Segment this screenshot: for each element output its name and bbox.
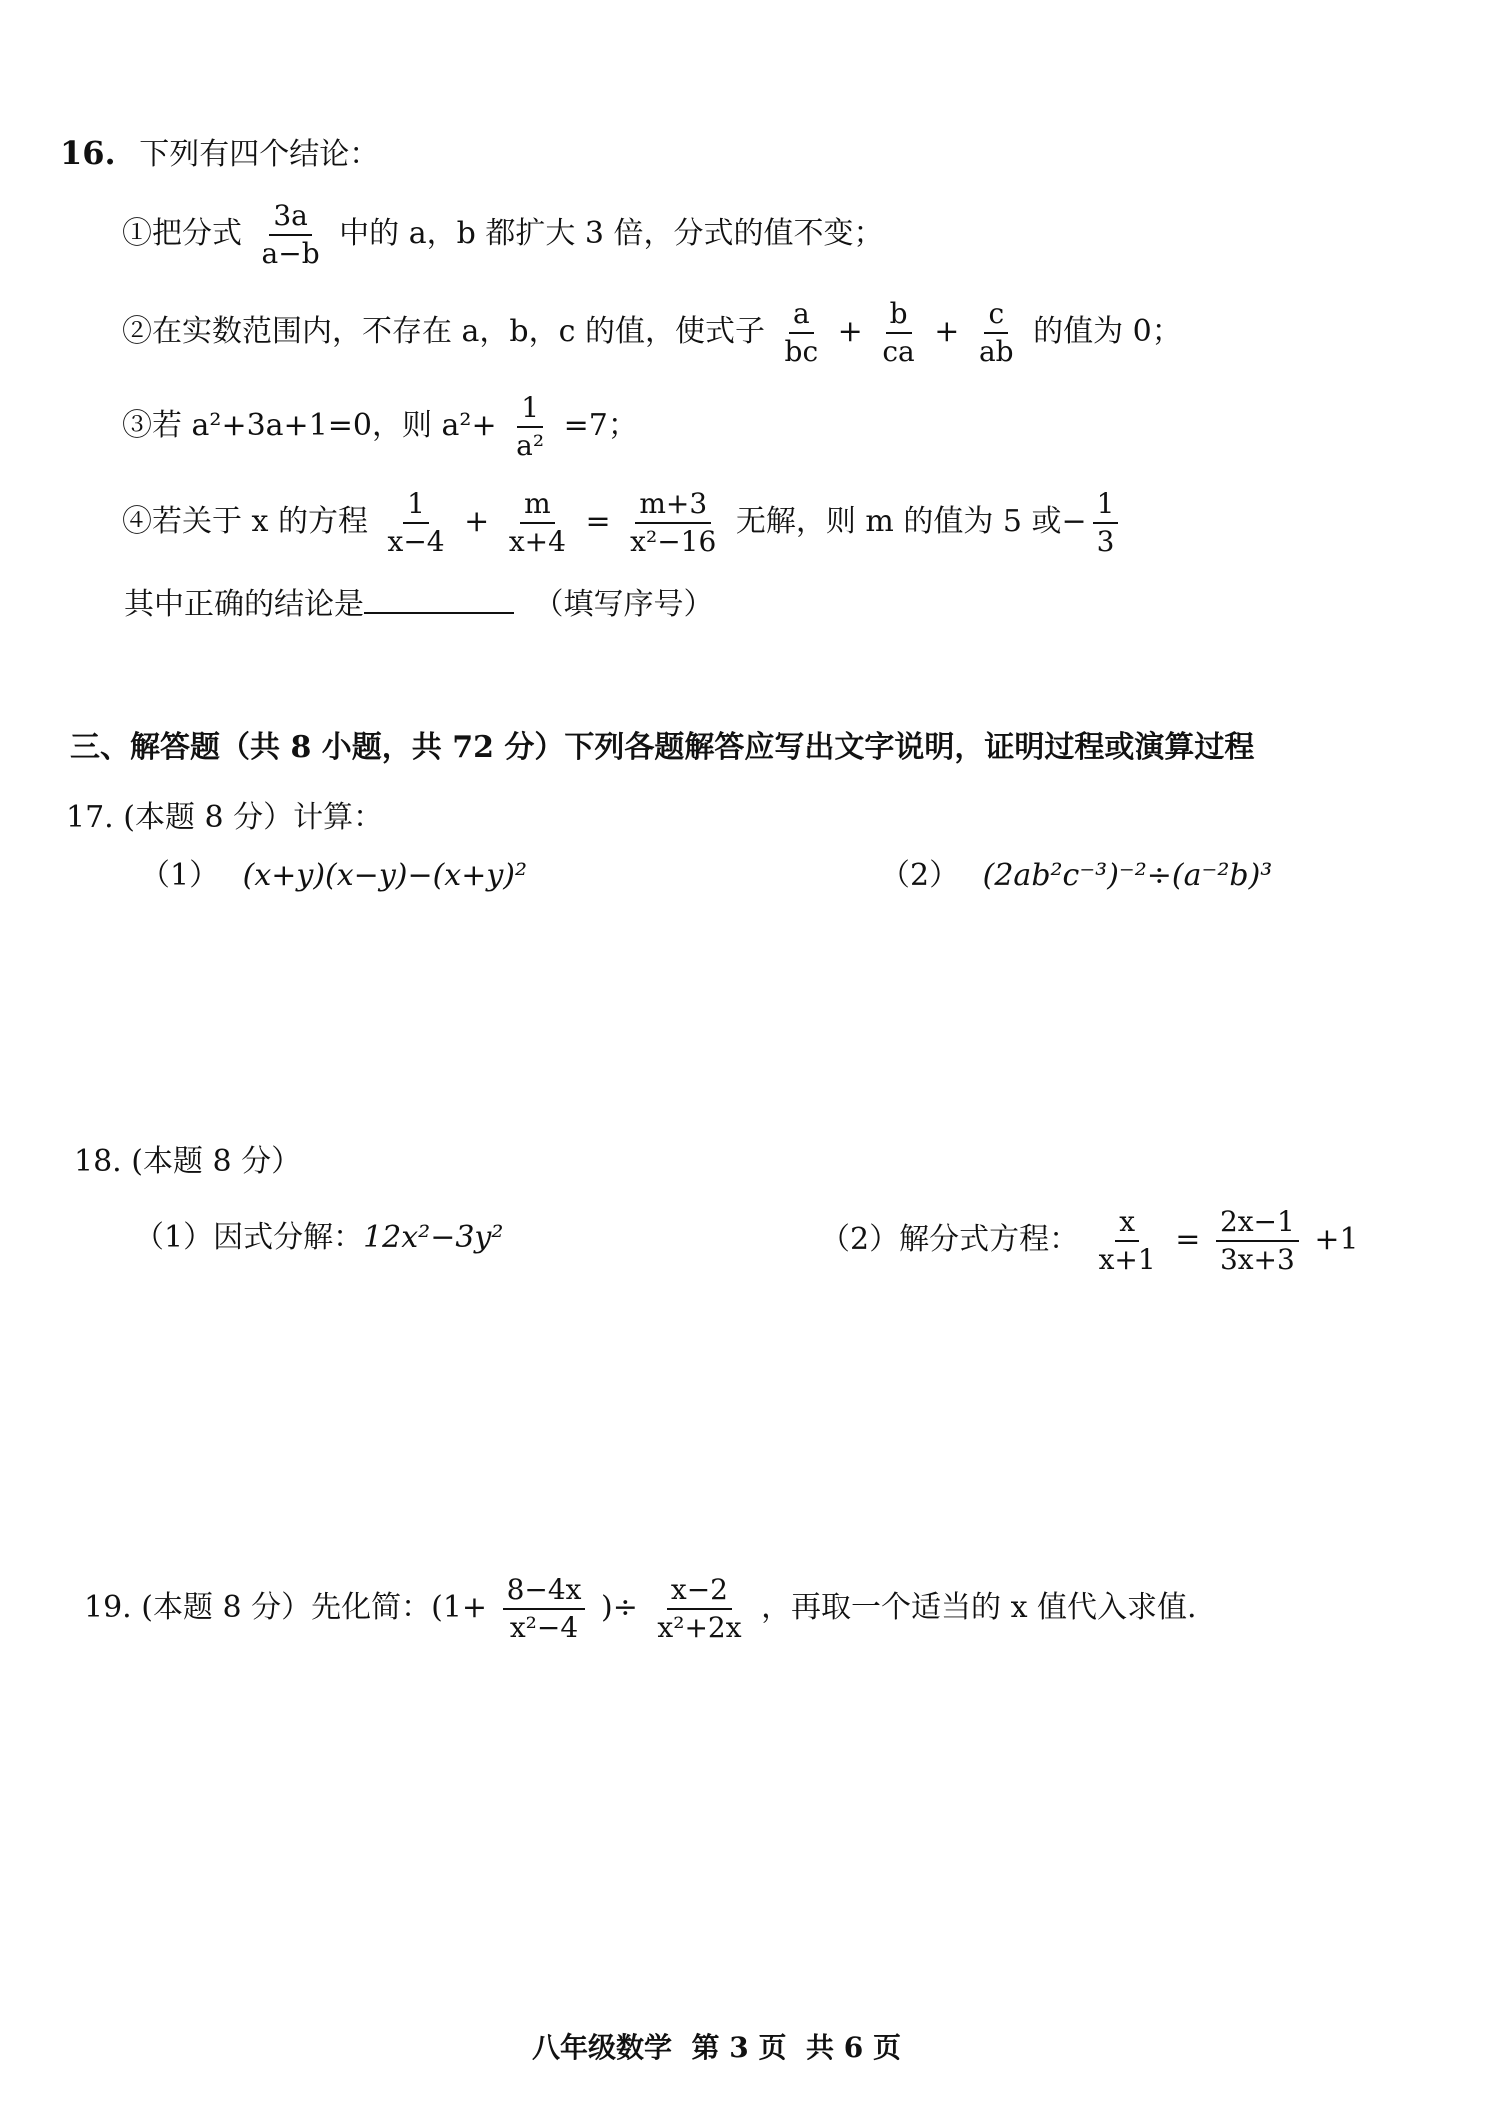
part-label: （2）解分式方程： (820, 1222, 1080, 1258)
fraction (505, 488, 570, 558)
answer-prompt: 其中正确的结论是 (124, 587, 364, 622)
fraction (1216, 1206, 1299, 1276)
answer-blank[interactable] (364, 588, 514, 614)
fraction-denominator: ab (978, 335, 1014, 369)
page-footer: 八年级数学 第 3 页 共 6 页 (532, 2031, 901, 2064)
fraction-numerator: m (520, 488, 555, 524)
fraction-numerator: x (1115, 1206, 1139, 1242)
math-expression: (x+y)(x−y)−(x+y)² (242, 858, 528, 893)
fraction (1093, 488, 1119, 558)
math-expression: (1+ (431, 1590, 488, 1626)
fraction-denominator: x²+2x (657, 1611, 742, 1645)
fraction (1095, 1206, 1160, 1276)
fraction (503, 1574, 586, 1644)
statement-marker: ① (122, 216, 152, 252)
fraction-numerator: c (984, 298, 1008, 334)
question-header: 19. (本题 8 分）先化简： (84, 1590, 432, 1626)
statement-text: =7； (563, 408, 638, 444)
question-18-header: 18. (本题 8 分） (74, 1144, 302, 1179)
fraction-numerator: 8−4x (503, 1574, 586, 1610)
plus-sign: + (464, 504, 490, 540)
fraction (781, 298, 823, 368)
section-title: 三、解答题（共 8 小题，共 72 分）下列各题解答应写出文字说明，证明过程或演算过程 (70, 730, 1255, 765)
fraction (626, 488, 720, 558)
statement-text: 中的 a，b 都扩大 3 倍，分式的值不变； (339, 216, 884, 252)
statement-text: 在实数范围内，不存在 a，b，c 的值，使式子 (152, 314, 765, 350)
fraction (258, 200, 324, 270)
fraction-denominator: x²−16 (630, 525, 717, 559)
fraction-denominator: ca (882, 335, 915, 369)
fraction-numerator: 1 (403, 488, 429, 524)
part-label: （1） (140, 858, 220, 893)
fraction-denominator: x+1 (1098, 1243, 1156, 1277)
fraction-denominator: x−4 (387, 525, 445, 559)
statement-4 (122, 488, 1124, 558)
fraction-numerator: 3a (269, 200, 312, 236)
part-label: （1）因式分解： (134, 1220, 364, 1255)
fraction (384, 488, 449, 558)
statement-marker: ④ (122, 504, 152, 540)
question-19 (84, 1574, 1197, 1644)
fraction-numerator: 2x−1 (1216, 1206, 1299, 1242)
question-text: ，再取一个适当的 x 值代入求值. (761, 1590, 1197, 1626)
statement-3 (122, 392, 638, 462)
question-text: 下列有四个结论： (139, 137, 380, 172)
fraction-denominator: x²−4 (509, 1611, 579, 1645)
statement-text: 若 a²+3a+1=0，则 a²+ (152, 408, 497, 444)
question-17-part-1 (140, 858, 527, 894)
fraction-denominator: a² (516, 429, 545, 463)
fraction (975, 298, 1018, 368)
part-label: （2） (880, 858, 960, 893)
equals-sign: = (1175, 1222, 1201, 1258)
fraction-numerator: 1 (1093, 488, 1119, 524)
fraction-denominator: 3 (1096, 525, 1115, 559)
statement-2 (122, 298, 1182, 368)
question-17-part-2 (880, 858, 1272, 894)
fraction-denominator: a−b (261, 237, 320, 271)
statement-1 (122, 200, 884, 270)
fraction-numerator: a (789, 298, 814, 334)
question-16-intro (60, 134, 379, 173)
answer-line (124, 587, 714, 623)
fraction (878, 298, 918, 368)
statement-marker: ② (122, 314, 152, 350)
fraction-numerator: x−2 (667, 1574, 732, 1610)
fraction-denominator: bc (784, 335, 819, 369)
fraction-denominator: 3x+3 (1219, 1243, 1295, 1277)
math-expression: )÷ (601, 1590, 638, 1626)
plus-sign: + (934, 314, 960, 350)
fraction-numerator: m+3 (635, 488, 711, 524)
question-18-part-2 (820, 1206, 1359, 1276)
fraction-denominator: x+4 (508, 525, 566, 559)
math-expression: 12x²−3y² (363, 1220, 504, 1255)
answer-hint: （填写序号） (533, 587, 714, 622)
question-18-part-1 (134, 1220, 503, 1256)
question-number: 16. (60, 134, 116, 172)
statement-marker: ③ (122, 408, 152, 444)
statement-text: 的值为 0； (1033, 314, 1182, 350)
question-17-header: 17. (本题 8 分）计算： (66, 800, 384, 835)
statement-text: 无解，则 m 的值为 5 或− (735, 504, 1087, 540)
math-expression: (2ab²c⁻³)⁻²÷(a⁻²b)³ (982, 858, 1273, 893)
plus-sign: + (837, 314, 863, 350)
fraction-numerator: b (886, 298, 912, 334)
statement-text: 把分式 (152, 216, 242, 252)
math-expression: +1 (1314, 1222, 1359, 1258)
statement-text: 若关于 x 的方程 (152, 504, 368, 540)
fraction (653, 1574, 745, 1644)
equals-sign: = (585, 504, 611, 540)
fraction-numerator: 1 (517, 392, 543, 428)
fraction (512, 392, 548, 462)
